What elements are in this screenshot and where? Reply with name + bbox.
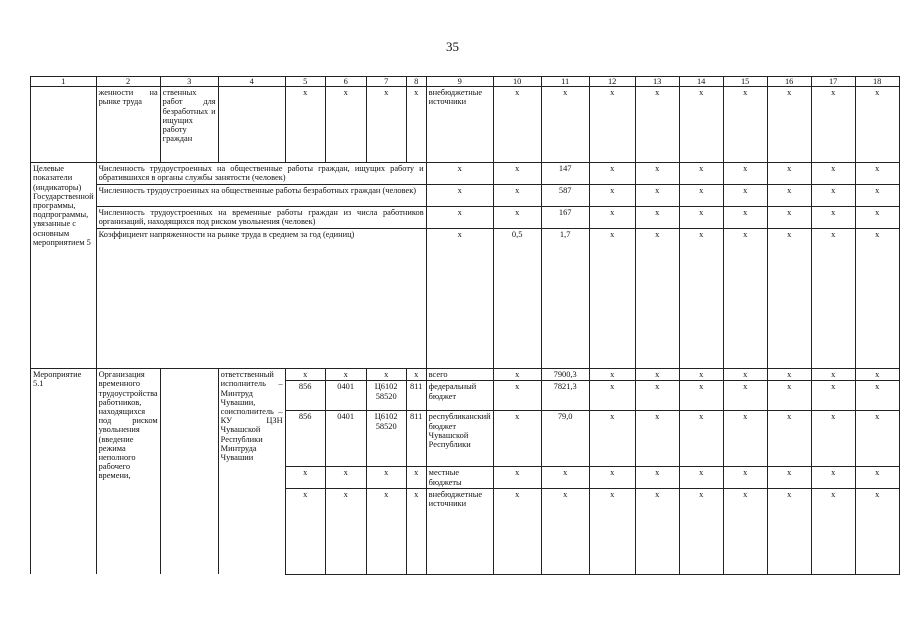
program-table bbox=[30, 76, 900, 575]
cell-x: x bbox=[811, 488, 855, 574]
cell-x: x bbox=[589, 229, 635, 369]
cell-x: x bbox=[855, 369, 899, 381]
cell-x: x bbox=[811, 467, 855, 488]
cell-x: x bbox=[767, 87, 811, 163]
indicator-c11: 587 bbox=[541, 185, 589, 207]
cell-x: x bbox=[855, 488, 899, 574]
column-number-row bbox=[31, 77, 900, 87]
cell-x: x bbox=[767, 381, 811, 411]
cell-c6: х bbox=[325, 369, 366, 381]
column-number: 12 bbox=[589, 77, 635, 87]
column-number: 17 bbox=[811, 77, 855, 87]
cell-x: x bbox=[723, 467, 767, 488]
cell-c8: х bbox=[406, 467, 426, 488]
cell-x: x bbox=[855, 207, 899, 229]
cell-c8: х bbox=[406, 488, 426, 574]
cell-x: x bbox=[723, 488, 767, 574]
cell-x: x bbox=[589, 369, 635, 381]
cell-x: x bbox=[679, 185, 723, 207]
indicator-c9: х bbox=[426, 185, 493, 207]
cell-x: x bbox=[811, 163, 855, 185]
indicator-text: Численность трудоустроенных на общественные работы граждан, ищущих работу и обратившихся в органы службы занятости (человек) bbox=[96, 163, 426, 185]
cell-x: x bbox=[325, 87, 366, 163]
cell-x: x bbox=[723, 185, 767, 207]
cell-x: x bbox=[679, 229, 723, 369]
cell-c11: 79,0 bbox=[541, 411, 589, 467]
indicator-text: Численность трудоустроенных на временные работы граждан из числа работников организаций, находящихся под риском увольнения (человек) bbox=[96, 207, 426, 229]
cell-c10: х bbox=[493, 488, 541, 574]
cell-x: x bbox=[406, 87, 426, 163]
indicator-row bbox=[31, 185, 900, 207]
cell-x: x bbox=[679, 381, 723, 411]
cell-c7: х bbox=[366, 488, 406, 574]
cell-c6: х bbox=[325, 488, 366, 574]
cell-x: x bbox=[855, 185, 899, 207]
cell-empty bbox=[31, 87, 97, 163]
cell-cont-col2: женности на рынке труда bbox=[96, 87, 160, 163]
cell-cont-col9: внебюджетные источники bbox=[426, 87, 493, 163]
cell-x: x bbox=[679, 207, 723, 229]
cell-x: x bbox=[723, 87, 767, 163]
cell-x: x bbox=[635, 467, 679, 488]
cell-c5: 856 bbox=[285, 381, 325, 411]
cell-x: x bbox=[679, 488, 723, 574]
column-number: 16 bbox=[767, 77, 811, 87]
cell-x: x bbox=[811, 185, 855, 207]
cell-x: x bbox=[811, 229, 855, 369]
cell-x: x bbox=[723, 207, 767, 229]
column-number: 15 bbox=[723, 77, 767, 87]
column-number: 3 bbox=[160, 77, 218, 87]
cell-x: x bbox=[767, 467, 811, 488]
cell-c7: Ц6102 58520 bbox=[366, 381, 406, 411]
target-indicators-label: Целевые показатели (индикаторы) Государственной программы, подпрограммы, увязанные с основным мероприятием 5 bbox=[31, 163, 97, 369]
funding-source: всего bbox=[426, 369, 493, 381]
column-number: 8 bbox=[406, 77, 426, 87]
cell-x: x bbox=[767, 229, 811, 369]
cell-x: x bbox=[635, 163, 679, 185]
cell-x: x bbox=[589, 207, 635, 229]
cell-x: x bbox=[767, 411, 811, 467]
column-number: 13 bbox=[635, 77, 679, 87]
cell-x: x bbox=[366, 87, 406, 163]
column-number: 2 bbox=[96, 77, 160, 87]
measure-label: Мероприятие 5.1 bbox=[31, 369, 97, 575]
indicator-c11: 167 bbox=[541, 207, 589, 229]
cell-x: x bbox=[541, 87, 589, 163]
column-number: 14 bbox=[679, 77, 723, 87]
cell-c5: 856 bbox=[285, 411, 325, 467]
column-number: 7 bbox=[366, 77, 406, 87]
indicator-c9: х bbox=[426, 163, 493, 185]
cell-c11: х bbox=[541, 467, 589, 488]
cell-x: x bbox=[723, 163, 767, 185]
cell-x: x bbox=[855, 163, 899, 185]
cell-x: x bbox=[723, 411, 767, 467]
cell-c10: х bbox=[493, 381, 541, 411]
cell-c8: 811 bbox=[406, 411, 426, 467]
cell-x: x bbox=[855, 411, 899, 467]
indicator-c9: х bbox=[426, 229, 493, 369]
cell-c10: х bbox=[493, 411, 541, 467]
cell-x: x bbox=[811, 381, 855, 411]
cell-c11: 7821,3 bbox=[541, 381, 589, 411]
cell-x: x bbox=[767, 207, 811, 229]
indicator-c11: 1,7 bbox=[541, 229, 589, 369]
cell-c6: х bbox=[325, 467, 366, 488]
measure-row-total bbox=[31, 369, 900, 381]
cell-x: x bbox=[589, 163, 635, 185]
cell-c7: х bbox=[366, 369, 406, 381]
cell-x: x bbox=[767, 185, 811, 207]
cell-x: x bbox=[635, 381, 679, 411]
cell-x: x bbox=[767, 369, 811, 381]
indicator-c10: х bbox=[493, 185, 541, 207]
cell-c8: х bbox=[406, 369, 426, 381]
cell-x: x bbox=[811, 207, 855, 229]
cell-x: x bbox=[589, 87, 635, 163]
page-number: 35 bbox=[446, 39, 459, 54]
cell-empty bbox=[160, 369, 218, 575]
continuation-row bbox=[31, 87, 900, 163]
cell-x: x bbox=[811, 369, 855, 381]
cell-x: x bbox=[679, 163, 723, 185]
cell-x: x bbox=[855, 381, 899, 411]
column-number: 11 bbox=[541, 77, 589, 87]
cell-empty bbox=[218, 87, 285, 163]
measure-executor: ответственный исполнитель – Минтруд Чувашии, соисполнитель – КУ ЦЗН Чувашской Республики Минтруда Чувашии bbox=[218, 369, 285, 575]
cell-c5: х bbox=[285, 467, 325, 488]
indicator-c10: х bbox=[493, 163, 541, 185]
indicator-row bbox=[31, 229, 900, 369]
cell-x: x bbox=[723, 229, 767, 369]
funding-source: местные бюджеты bbox=[426, 467, 493, 488]
cell-x: x bbox=[285, 87, 325, 163]
cell-x: x bbox=[811, 87, 855, 163]
cell-c6: 0401 bbox=[325, 411, 366, 467]
indicator-c11: 147 bbox=[541, 163, 589, 185]
indicator-c9: х bbox=[426, 207, 493, 229]
cell-x: x bbox=[767, 163, 811, 185]
indicator-text: Коэффициент напряженности на рынке труда в среднем за год (единиц) bbox=[96, 229, 426, 369]
indicator-c10: х bbox=[493, 207, 541, 229]
cell-x: x bbox=[811, 411, 855, 467]
cell-x: x bbox=[493, 87, 541, 163]
funding-source: внебюджетные источники bbox=[426, 488, 493, 574]
cell-c8: 811 bbox=[406, 381, 426, 411]
cell-x: x bbox=[679, 467, 723, 488]
cell-x: x bbox=[723, 381, 767, 411]
cell-x: x bbox=[855, 229, 899, 369]
cell-c10: х bbox=[493, 467, 541, 488]
cell-x: x bbox=[589, 488, 635, 574]
indicator-row bbox=[31, 163, 900, 185]
column-number: 18 bbox=[855, 77, 899, 87]
cell-x: x bbox=[589, 411, 635, 467]
indicator-text: Численность трудоустроенных на общественные работы безработных граждан (человек) bbox=[96, 185, 426, 207]
cell-c7: Ц6102 58520 bbox=[366, 411, 406, 467]
measure-name: Организация временного трудоустройства работников, находящихся под риском увольнения (введение режима неполного рабочего времени, bbox=[96, 369, 160, 575]
column-number: 1 bbox=[31, 77, 97, 87]
cell-x: x bbox=[635, 229, 679, 369]
cell-x: x bbox=[635, 369, 679, 381]
cell-x: x bbox=[635, 185, 679, 207]
cell-c5: х bbox=[285, 369, 325, 381]
cell-x: x bbox=[679, 411, 723, 467]
cell-x: x bbox=[589, 185, 635, 207]
funding-source: республиканский бюджет Чувашской Республики bbox=[426, 411, 493, 467]
cell-c11: 7900,3 bbox=[541, 369, 589, 381]
cell-c11: х bbox=[541, 488, 589, 574]
funding-source: федеральный бюджет bbox=[426, 381, 493, 411]
cell-c6: 0401 bbox=[325, 381, 366, 411]
cell-x: x bbox=[635, 87, 679, 163]
column-number: 10 bbox=[493, 77, 541, 87]
cell-cont-col3: ственных работ для безработных и ищущих работу граждан bbox=[160, 87, 218, 163]
cell-x: x bbox=[723, 369, 767, 381]
cell-x: x bbox=[589, 381, 635, 411]
column-number: 9 bbox=[426, 77, 493, 87]
cell-c5: х bbox=[285, 488, 325, 574]
cell-x: x bbox=[635, 488, 679, 574]
indicator-row bbox=[31, 207, 900, 229]
cell-c10: х bbox=[493, 369, 541, 381]
cell-x: x bbox=[679, 369, 723, 381]
cell-x: x bbox=[855, 467, 899, 488]
column-number: 4 bbox=[218, 77, 285, 87]
column-number: 5 bbox=[285, 77, 325, 87]
cell-x: x bbox=[635, 207, 679, 229]
cell-x: x bbox=[767, 488, 811, 574]
column-number: 6 bbox=[325, 77, 366, 87]
cell-x: x bbox=[635, 411, 679, 467]
cell-x: x bbox=[855, 87, 899, 163]
indicator-c10: 0,5 bbox=[493, 229, 541, 369]
cell-c7: х bbox=[366, 467, 406, 488]
cell-x: x bbox=[679, 87, 723, 163]
cell-x: x bbox=[589, 467, 635, 488]
